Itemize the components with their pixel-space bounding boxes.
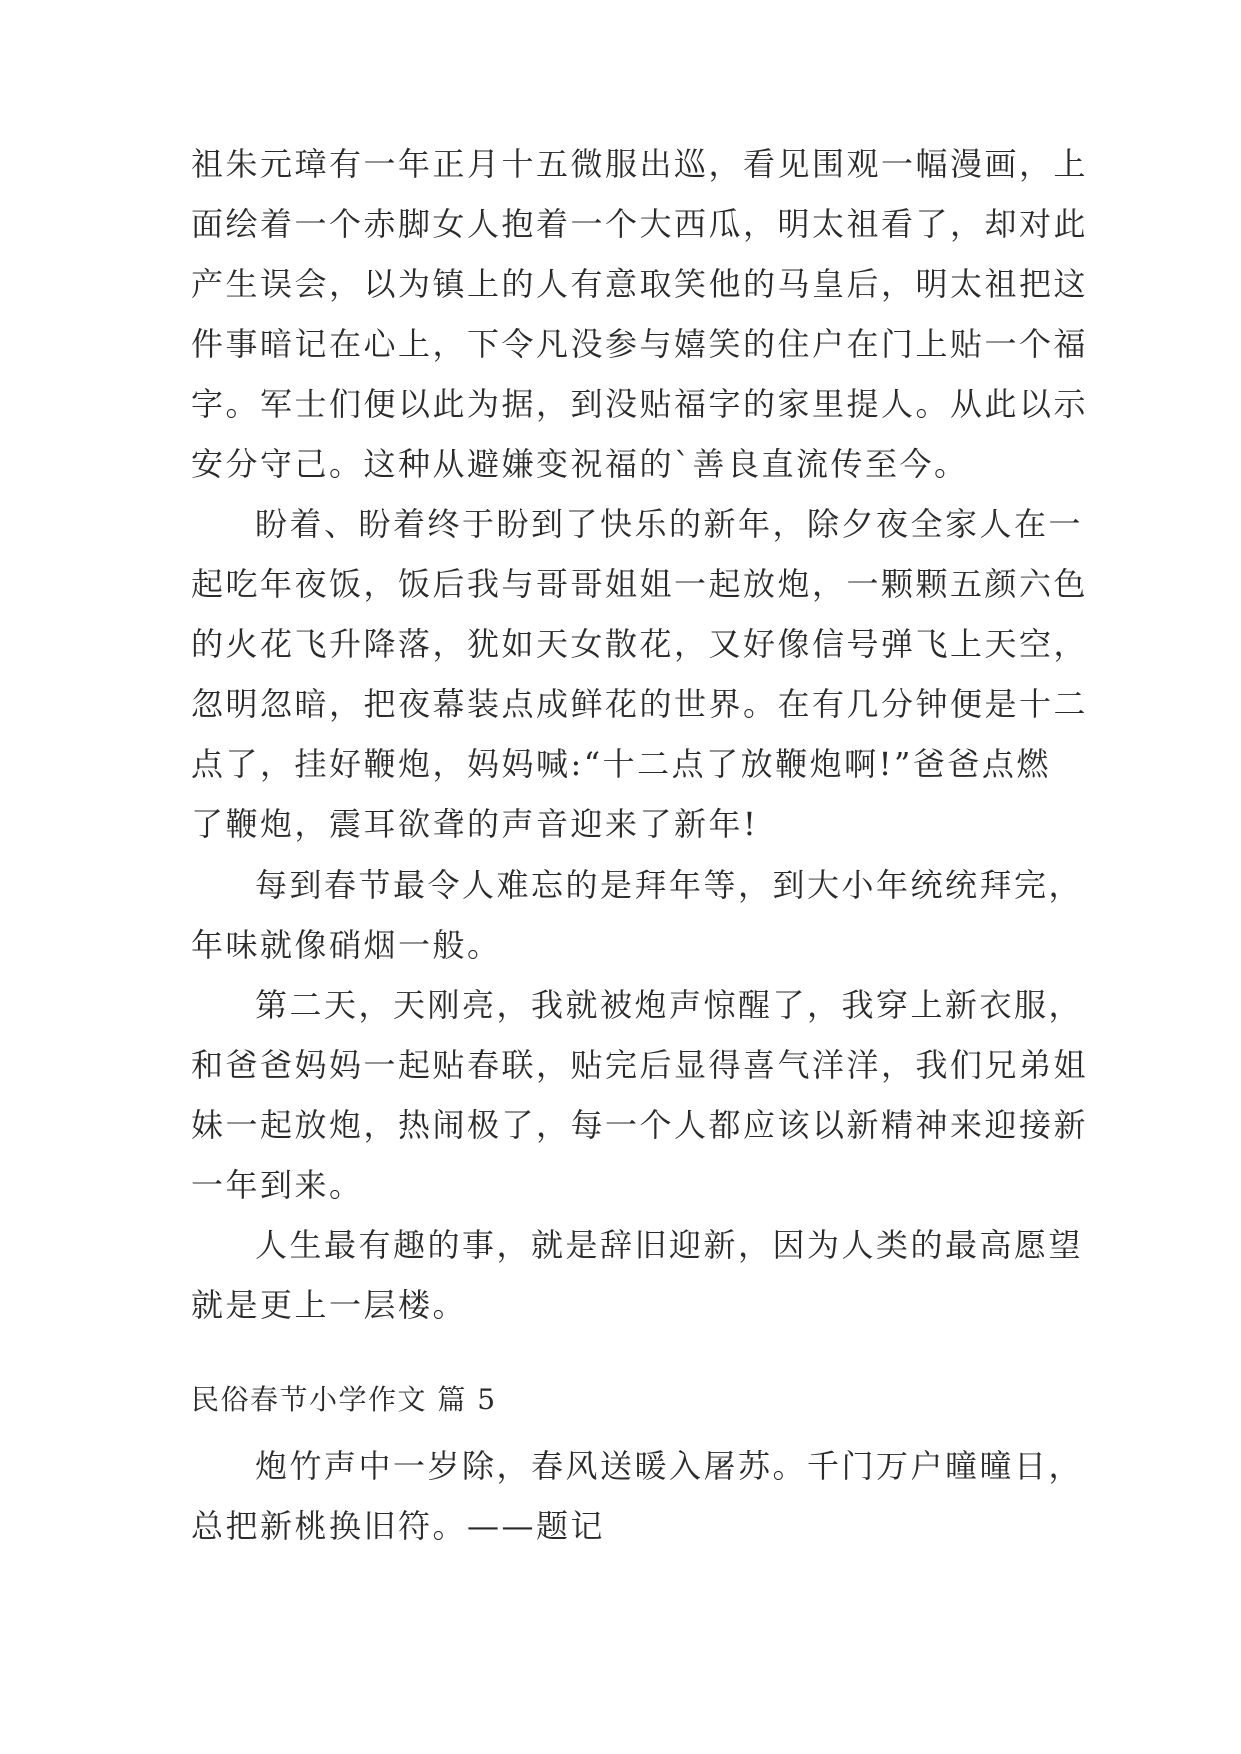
paragraph-2-line-5: 点了，挂好鞭炮，妈妈喊:“十二点了放鞭炮啊!”爸爸点燃	[191, 745, 1051, 783]
paragraph-5-line-2: 就是更上一层楼。	[191, 1286, 468, 1324]
paragraph-1-line-1: 祖朱元璋有一年正月十五微服出巡，看见围观一幅漫画，上	[191, 145, 1089, 183]
paragraph-1-line-5: 字。军士们便以此为据，到没贴福字的家里提人。从此以示	[191, 385, 1089, 423]
paragraph-3-line-1: 每到春节最令人难忘的是拜年等，到大小年统统拜完，	[255, 866, 1084, 904]
paragraph-1-line-6: 安分守己。这种从避嫌变祝福的`善良直流传至今。	[191, 445, 969, 483]
paragraph-2-line-4: 忽明忽暗，把夜幕装点成鲜花的世界。在有几分钟便是十二	[191, 685, 1089, 723]
paragraph-1-line-3: 产生误会，以为镇上的人有意取笑他的马皇后，明太祖把这	[191, 265, 1089, 303]
paragraph-5-line-1: 人生最有趣的事，就是辞旧迎新，因为人类的最高愿望	[255, 1226, 1084, 1264]
paragraph-2-line-3: 的火花飞升降落，犹如天女散花，又好像信号弹飞上天空，	[191, 625, 1089, 663]
paragraph-4-line-2: 和爸爸妈妈一起贴春联，贴完后显得喜气洋洋，我们兄弟姐	[191, 1046, 1089, 1084]
paragraph-4-line-4: 一年到来。	[191, 1166, 364, 1204]
paragraph-1-line-2: 面绘着一个赤脚女人抱着一个大西瓜，明太祖看了，却对此	[191, 205, 1089, 243]
closing-paragraph-line-1: 炮竹声中一岁除，春风送暖入屠苏。千门万户曈曈日，	[255, 1447, 1084, 1485]
paragraph-2-line-6: 了鞭炮，震耳欲聋的声音迎来了新年!	[191, 805, 759, 843]
paragraph-2-line-1: 盼着、盼着终于盼到了快乐的新年，除夕夜全家人在一	[255, 505, 1084, 543]
paragraph-4-line-1: 第二天，天刚亮，我就被炮声惊醒了，我穿上新衣服，	[255, 986, 1084, 1024]
paragraph-3-line-2: 年味就像硝烟一般。	[191, 926, 502, 964]
section-heading: 民俗春节小学作文 篇 5	[191, 1383, 497, 1416]
paragraph-2-line-2: 起吃年夜饭，饭后我与哥哥姐姐一起放炮，一颗颗五颜六色	[191, 565, 1089, 603]
paragraph-1-line-4: 件事暗记在心上，下令凡没参与嬉笑的住户在门上贴一个福	[191, 325, 1089, 363]
paragraph-4-line-3: 妹一起放炮，热闹极了，每一个人都应该以新精神来迎接新	[191, 1106, 1089, 1144]
closing-paragraph-line-2: 总把新桃换旧符。——题记	[191, 1507, 606, 1545]
